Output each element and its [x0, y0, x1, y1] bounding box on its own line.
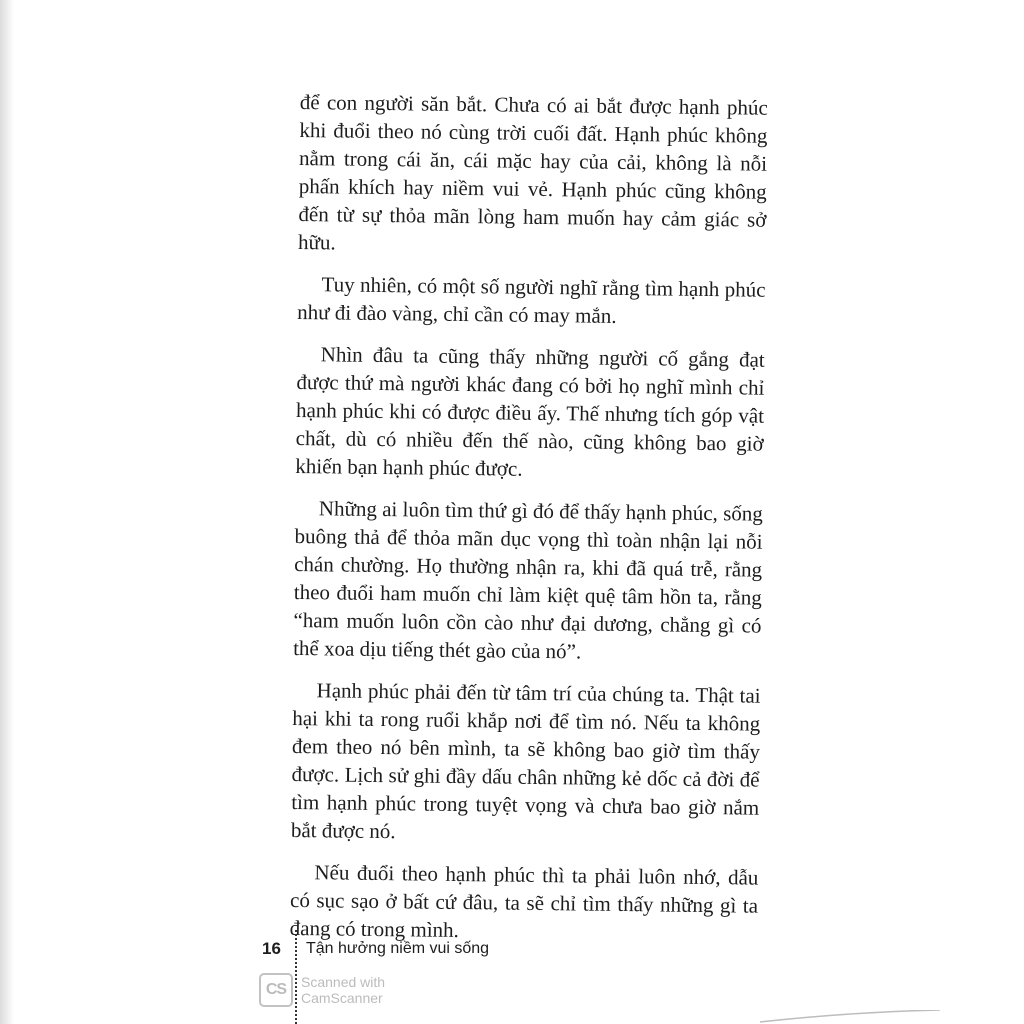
paragraph-4: Những ai luôn tìm thứ gì đó để thấy hạnh phúc, sống buông thả để thỏa mãn dục vọng thì toàn nhận lại nỗi chán chường. Họ thường nhận ra, khi đã quá trễ, rằng theo đuổi ham muốn chỉ làm kiệt quệ tâm hồn ta, rằng “ham muốn luôn cồn cào như đại dương, chẳng gì có thể xoa dịu tiếng thét gào của nó”. [293, 496, 763, 664]
watermark-text [301, 974, 385, 1006]
paragraph-6: Nếu đuổi theo hạnh phúc thì ta phải luôn nhớ, dẫu có sục sạo ở bất cứ đâu, ta sẽ chỉ tìm thấy những gì ta đang có trong mình. [289, 860, 759, 943]
paragraph-5: Hạnh phúc phải đến từ tâm trí của chúng ta. Thật tai hại khi ta rong ruổi khắp nơi để tìm nó. Nếu ta không đem theo nó bên mình, ta sẽ không bao giờ tìm thấy được. Lịch sử ghi đầy dấu chân những kẻ dốc cả đời để tìm hạnh phúc trong tuyệt vọng và chưa bao giờ nắm bắt được nó. [290, 678, 761, 844]
camscanner-watermark [259, 973, 385, 1007]
camscanner-logo-icon: CS [259, 973, 293, 1007]
page-curl-mark [760, 1010, 940, 1024]
watermark-line-2: CamScanner [301, 990, 383, 1006]
paragraph-1: để con người săn bắt. Chưa có ai bắt được hạnh phúc khi đuổi theo nó cùng trời cuối đất. Hạnh phúc không nằm trong cái ăn, cái mặc hay của cải, không là nỗi phấn khích hay niềm vui vẻ. Hạnh phúc cũng không đến từ sự thỏa mãn lòng ham muốn hay cảm giác sở hữu. [297, 89, 768, 255]
watermark-line-1: Scanned with [301, 974, 386, 990]
page-edge-shadow [0, 0, 14, 1024]
page-footer [262, 934, 489, 964]
body-text [289, 88, 768, 962]
running-title: Tận hưởng niềm vui sống [306, 940, 490, 957]
paragraph-3: Nhìn đâu ta cũng thấy những người cố gắng đạt được thứ mà người khác đang có bởi họ nghĩ mình chỉ hạnh phúc khi có được điều ấy. Thế nhưng tích góp vật chất, dù có nhiều đến thế nào, cũng không bao giờ khiến bạn hạnh phúc được. [295, 342, 765, 481]
page-number: 16 [262, 939, 281, 958]
paragraph-2: Tuy nhiên, có một số người nghĩ rằng tìm hạnh phúc như đi đào vàng, chỉ cần có may mắn. [297, 272, 766, 328]
